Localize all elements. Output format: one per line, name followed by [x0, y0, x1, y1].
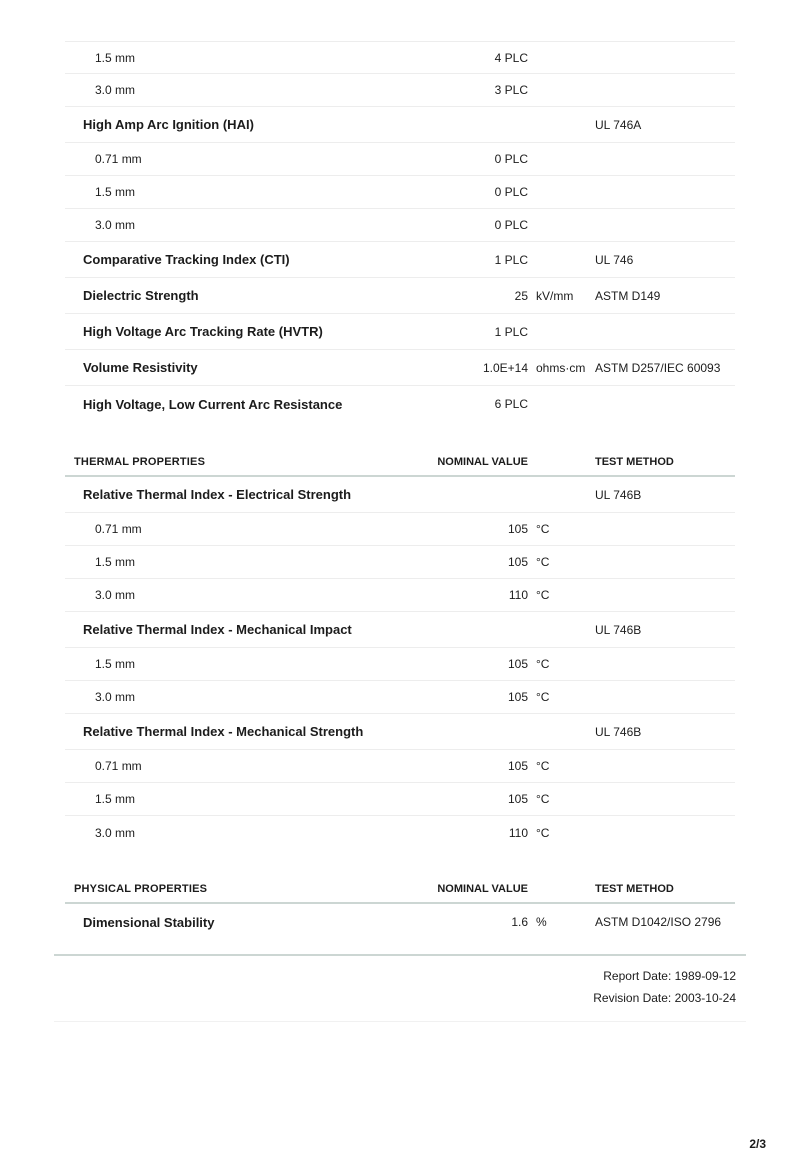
nominal-value: 0 PLC: [494, 152, 528, 166]
value-unit: °C: [536, 792, 550, 806]
section-title: PHYSICAL PROPERTIES: [74, 883, 208, 895]
value-unit: °C: [536, 555, 550, 569]
thickness-row: [65, 209, 735, 242]
property-label: 3.0 mm: [95, 83, 136, 97]
property-label: 1.5 mm: [95, 555, 136, 569]
section-title: THERMAL PROPERTIES: [74, 456, 206, 468]
test-method: ASTM D257/IEC 60093: [595, 360, 721, 375]
column-header-nominal-value: NOMINAL VALUE: [437, 883, 528, 895]
property-row: [65, 477, 735, 513]
value-unit: °C: [536, 690, 550, 704]
section-continued: [65, 41, 735, 422]
property-label: Comparative Tracking Index (CTI): [83, 252, 290, 267]
nominal-value: 1 PLC: [494, 252, 528, 267]
section-thermal-properties: [65, 456, 735, 849]
nominal-value: 4 PLC: [494, 50, 528, 65]
property-label: Relative Thermal Index - Mechanical Strength: [83, 724, 364, 739]
property-label: 0.71 mm: [95, 759, 142, 773]
property-row: [65, 904, 735, 940]
test-method: UL 746B: [595, 622, 642, 637]
property-label: High Amp Arc Ignition (HAI): [83, 117, 254, 132]
test-method: ASTM D149: [595, 288, 661, 303]
nominal-value: 105: [507, 522, 528, 536]
value-unit: °C: [536, 522, 550, 536]
thickness-row: [65, 681, 735, 714]
test-method: UL 746: [595, 252, 634, 267]
property-label: Volume Resistivity: [83, 360, 198, 375]
nominal-value: 1 PLC: [494, 324, 528, 339]
properties-table: [65, 41, 735, 940]
footer-dates: [54, 954, 746, 1009]
footer-divider: [54, 1021, 746, 1022]
value-unit: °C: [536, 825, 550, 840]
property-label: 0.71 mm: [95, 152, 142, 166]
section-header: [65, 883, 735, 904]
property-label: 3.0 mm: [95, 588, 136, 602]
property-label: 0.71 mm: [95, 522, 142, 536]
property-row: [65, 350, 735, 386]
property-label: High Voltage, Low Current Arc Resistance: [83, 396, 343, 412]
nominal-value: 1.6: [511, 915, 528, 929]
page-number: 2/3: [749, 1137, 766, 1151]
property-row: [65, 714, 735, 750]
property-row: [65, 107, 735, 143]
report-date: Report Date: 1989-09-12: [603, 969, 736, 983]
value-unit: kV/mm: [536, 288, 574, 303]
nominal-value: 105: [507, 657, 528, 671]
nominal-value: 105: [507, 690, 528, 704]
test-method: ASTM D1042/ISO 2796: [595, 915, 722, 929]
test-method: UL 746B: [595, 724, 642, 739]
property-label: 1.5 mm: [95, 185, 136, 199]
property-label: 3.0 mm: [95, 218, 136, 232]
thickness-row: [65, 579, 735, 612]
column-header-test-method: TEST METHOD: [595, 456, 674, 468]
section-physical-properties: [65, 883, 735, 940]
thickness-row: [65, 546, 735, 579]
property-row: [65, 386, 735, 422]
nominal-value: 0 PLC: [494, 218, 528, 232]
value-unit: °C: [536, 759, 550, 773]
property-label: 1.5 mm: [95, 657, 136, 671]
property-label: 1.5 mm: [95, 792, 136, 806]
datasheet-page: [0, 41, 800, 1173]
section-header: [65, 456, 735, 477]
nominal-value: 3 PLC: [494, 83, 528, 97]
property-label: Dimensional Stability: [83, 914, 215, 930]
property-label: Dielectric Strength: [83, 288, 199, 303]
nominal-value: 105: [507, 759, 528, 773]
property-label: 3.0 mm: [95, 825, 136, 840]
nominal-value: 110: [508, 825, 528, 840]
value-unit: %: [536, 915, 547, 929]
thickness-row: [65, 750, 735, 783]
nominal-value: 105: [507, 555, 528, 569]
property-label: 1.5 mm: [95, 50, 136, 65]
column-header-nominal-value: NOMINAL VALUE: [437, 456, 528, 468]
nominal-value: 25: [514, 288, 528, 303]
thickness-row: [65, 74, 735, 107]
thickness-row: [65, 176, 735, 209]
test-method: UL 746B: [595, 487, 642, 502]
test-method: UL 746A: [595, 117, 642, 132]
thickness-row: [65, 513, 735, 546]
nominal-value: 110: [508, 588, 528, 602]
property-row: [65, 278, 735, 314]
property-row: [65, 314, 735, 350]
nominal-value: 0 PLC: [494, 185, 528, 199]
thickness-row: [65, 143, 735, 176]
thickness-row: [65, 816, 735, 849]
thickness-row: [65, 783, 735, 816]
property-label: Relative Thermal Index - Mechanical Impact: [83, 622, 352, 637]
nominal-value: 6 PLC: [494, 397, 528, 411]
value-unit: ohms·cm: [536, 360, 586, 375]
property-label: 3.0 mm: [95, 690, 136, 704]
value-unit: °C: [536, 588, 550, 602]
property-row: [65, 612, 735, 648]
value-unit: °C: [536, 657, 550, 671]
revision-date: Revision Date: 2003-10-24: [593, 991, 736, 1005]
property-label: High Voltage Arc Tracking Rate (HVTR): [83, 324, 323, 339]
thickness-row: [65, 648, 735, 681]
property-row: [65, 242, 735, 278]
nominal-value: 105: [507, 792, 528, 806]
property-label: Relative Thermal Index - Electrical Strength: [83, 487, 352, 502]
thickness-row: [65, 41, 735, 74]
column-header-test-method: TEST METHOD: [595, 883, 674, 895]
nominal-value: 1.0E+14: [482, 360, 528, 375]
